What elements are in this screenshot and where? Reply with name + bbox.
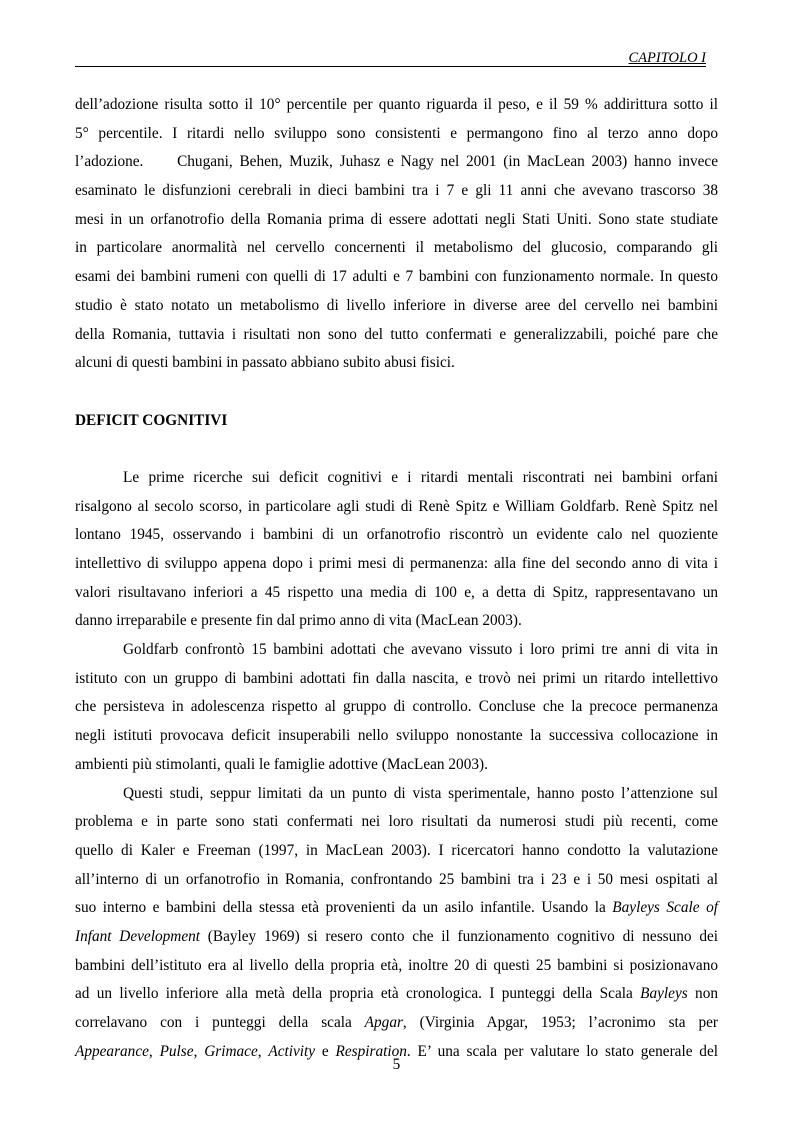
text-line: intellettivo di sviluppo appena dopo i primi mesi di permanenza: alla fine del secondo anno di vita i bbox=[75, 555, 718, 572]
text-line: esami dei bambini rumeni con quelli di 17 adulti e 7 bambini con funzionamento normale. In questo bbox=[75, 268, 718, 286]
text-line: all’interno di un orfanotrofio in Romania, confrontando 25 bambini tra i 23 e i 50 mesi ospitati al bbox=[75, 870, 718, 888]
section-heading: DEFICIT COGNITIVI bbox=[75, 411, 228, 429]
italic-term: Appearance bbox=[75, 1042, 149, 1060]
text-line: lontano 1945, osservando i bambini di un orfanotrofio riscontrò un evidente calo nel quoziente bbox=[75, 526, 718, 544]
text-line: istituto con un gruppo di bambini adottati fin dalla nascita, e trovò nei primi un ritardo intellettivo bbox=[75, 669, 718, 687]
text-segment: . E’ una scala per valutare lo stato generale del bbox=[406, 1042, 718, 1060]
italic-term: Bayleys Scale of bbox=[612, 899, 718, 917]
text-segment: correlavano con i punteggi della scala bbox=[75, 1014, 365, 1031]
text-line: mesi in un orfanotrofio della Romania prima di essere adottati negli Stati Uniti. Sono state studiate bbox=[75, 210, 718, 228]
text-segment: , bbox=[257, 1042, 269, 1060]
text-line: ambienti più stimolanti, quali le famiglie adottive (MacLean 2003). bbox=[75, 755, 488, 773]
text-segment: non bbox=[687, 985, 718, 1003]
text-line: l’adozione. Chugani, Behen, Muzik, Juhasz e Nagy nel 2001 (in MacLean 2003) hanno invece bbox=[75, 153, 718, 171]
text-line: esaminato le disfunzioni cerebrali in dieci bambini tra i 7 e gli 11 anni che avevano trascorso 38 bbox=[75, 182, 718, 200]
spacer bbox=[75, 435, 718, 464]
text-line: alcuni di questi bambini in passato abbiano subito abusi fisici. bbox=[75, 354, 455, 372]
text-line: in particolare anormalità nel cervello concernenti il metabolismo del glucosio, comparando gli bbox=[75, 239, 718, 257]
text-segment: , bbox=[193, 1042, 205, 1060]
text-segment: , (Virginia Apgar, 1953; l’acronimo sta per bbox=[402, 1014, 718, 1031]
italic-term: Pulse bbox=[159, 1042, 194, 1060]
text-line: dell’adozione risulta sotto il 10° percentile per quanto riguarda il peso, e il 59 % addirittura sotto il bbox=[75, 96, 718, 113]
italic-term: Grimace bbox=[204, 1042, 258, 1060]
text-line bbox=[75, 894, 718, 923]
italic-term: Apgar bbox=[364, 1014, 403, 1031]
text-line: risalgono al secolo scorso, in particolare agli studi di Renè Spitz e William Goldfarb. Renè Spitz nel bbox=[75, 497, 718, 515]
text-line: valori risultavano inferiori a 45 rispetto una media di 100 e, a detta di Spitz, rappresentavano un bbox=[75, 583, 718, 601]
text-line bbox=[75, 923, 718, 952]
italic-term: Respiration bbox=[335, 1042, 407, 1060]
text-line: della Romania, tuttavia i risultati non sono del tutto confermati e generalizzabili, poiché pare che bbox=[75, 325, 718, 343]
text-line bbox=[75, 1009, 718, 1038]
paragraph-4 bbox=[75, 780, 718, 1067]
paragraph-1 bbox=[75, 91, 718, 378]
text-segment: , bbox=[148, 1042, 160, 1060]
text-segment: suo interno e bambini della stessa età provenienti da un asilo infantile. Usando la bbox=[75, 899, 613, 917]
text-line: problema e in parte sono stati confermati nei loro risultati da numerosi studi più recenti, come bbox=[75, 813, 718, 831]
text-line: Goldfarb confrontò 15 bambini adottati che avevano vissuto i loro primi tre anni di vita in bbox=[123, 641, 718, 659]
italic-term: Bayleys bbox=[640, 985, 688, 1003]
text-line: 5° percentile. I ritardi nello sviluppo sono consistenti e permangono fino al terzo anno dopo bbox=[75, 124, 718, 142]
page-number: 5 bbox=[392, 1056, 401, 1073]
text-segment: ad un livello inferiore alla metà della propria età cronologica. I punteggi della Scala bbox=[75, 985, 641, 1003]
page-header bbox=[75, 48, 706, 67]
italic-term: Infant Development bbox=[75, 927, 201, 945]
text-line: che persisteva in adolescenza rispetto al gruppo di controllo. Concluse che la precoce permanenza bbox=[75, 698, 718, 716]
text-line: danno irreparabile e presente fin dal primo anno di vita (MacLean 2003). bbox=[75, 612, 522, 630]
spacer bbox=[75, 378, 718, 407]
paragraph-3 bbox=[75, 636, 718, 779]
page-body bbox=[75, 91, 718, 1066]
paragraph-2 bbox=[75, 464, 718, 636]
text-line bbox=[75, 980, 718, 1009]
text-line: quello di Kaler e Freeman (1997, in MacLean 2003). I ricercatori hanno condotto la valutazione bbox=[75, 841, 718, 859]
text-segment: e bbox=[315, 1042, 336, 1060]
chapter-title: CAPITOLO I bbox=[628, 50, 706, 66]
text-line: Le prime ricerche sui deficit cognitivi e i ritardi mentali riscontrati nei bambini orfani bbox=[123, 468, 718, 486]
text-line: studio è stato notato un metabolismo di livello inferiore in diverse aree del cervello nei bambini bbox=[75, 296, 718, 314]
text-segment: (Bayley 1969) si resero conto che il funzionamento cognitivo di nessuno dei bbox=[200, 927, 719, 945]
text-line: Questi studi, seppur limitati da un punto di vista sperimentale, hanno posto l’attenzione sul bbox=[123, 784, 718, 802]
text-line: negli istituti provocava deficit insuperabili nello sviluppo nonostante la successiva collocazione in bbox=[75, 727, 718, 745]
italic-term: Activity bbox=[268, 1042, 316, 1060]
text-line: bambini dell’istituto era al livello della propria età, inoltre 20 di questi 25 bambini si posizionavano bbox=[75, 956, 718, 974]
